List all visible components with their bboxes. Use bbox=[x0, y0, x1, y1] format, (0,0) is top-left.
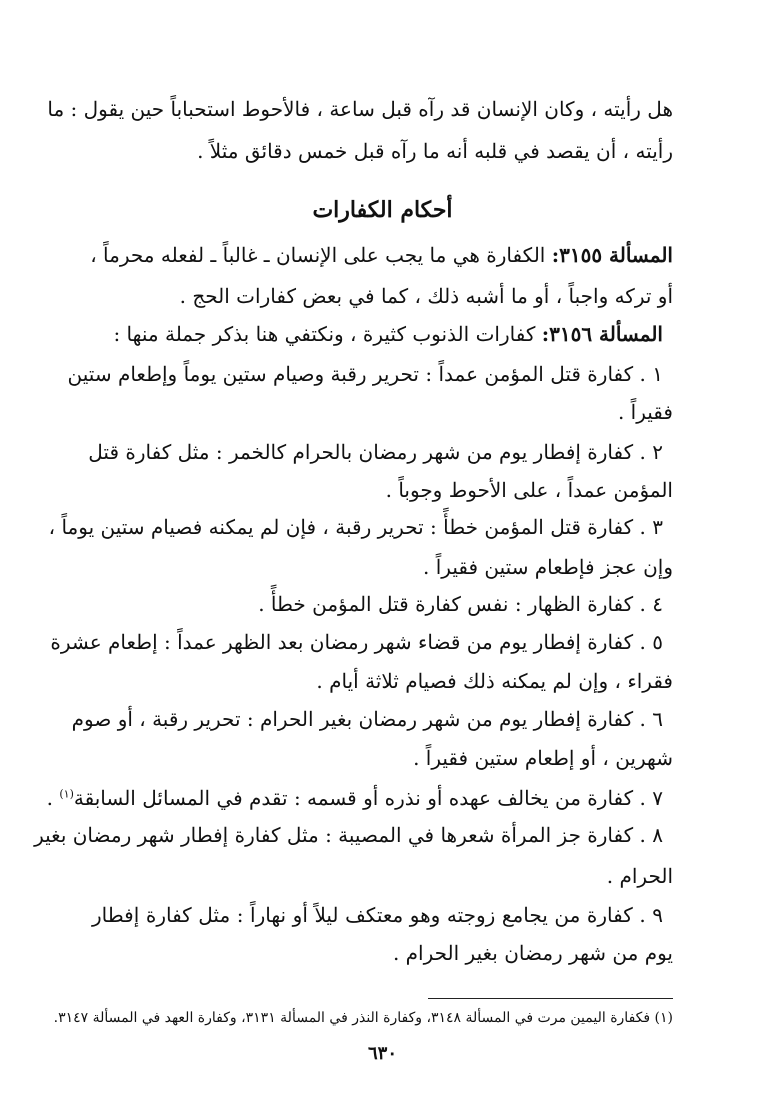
item-8-line-2: الحرام . bbox=[606, 864, 673, 888]
item-8-line-1: ٨ . كفارة جز المرأة شعرها في المصيبة : مثل كفارة إفطار شهر رمضان بغير bbox=[34, 823, 663, 847]
section-heading: أحكام الكفارات bbox=[312, 197, 453, 223]
item-7-end: . bbox=[46, 786, 60, 810]
item-1-line-2: فقيراً . bbox=[617, 400, 673, 424]
item-3-line-2: وإن عجز فإطعام ستين فقيراً . bbox=[423, 555, 673, 579]
m3156-line-1 bbox=[92, 322, 663, 346]
item-7-line-1 bbox=[46, 786, 663, 810]
issue-text: الكفارة هي ما يجب على الإنسان ـ غالباً ـ لفعله محرماً ، bbox=[90, 243, 552, 267]
page-number: ٦٣٠ bbox=[367, 1043, 397, 1064]
footnote-separator bbox=[428, 998, 673, 999]
item-5-line-1: ٥ . كفارة إفطار يوم من قضاء شهر رمضان بعد الظهر عمداً : إطعام عشرة bbox=[50, 630, 663, 654]
item-3-line-1: ٣ . كفارة قتل المؤمن خطأً : تحرير رقبة ، فإن لم يمكنه فصيام ستين يوماً ، bbox=[48, 515, 663, 539]
item-6-line-2: شهرين ، أو إطعام ستين فقيراً . bbox=[413, 746, 673, 770]
item-6-line-1: ٦ . كفارة إفطار يوم من شهر رمضان بغير الحرام : تحرير رقبة ، أو صوم bbox=[71, 707, 663, 731]
item-7-text: ٧ . كفارة من يخالف عهده أو نذره أو قسمه : تقدم في المسائل السابقة bbox=[73, 786, 663, 810]
footnote: (١) فكفارة اليمين مرت في المسألة ٣١٤٨، وكفارة النذر في المسألة ٣١٣١، وكفارة العهد في المسألة ٣١٤٧. bbox=[53, 1010, 673, 1026]
m3155-line-2: أو تركه واجباً ، أو ما أشبه ذلك ، كما في بعض كفارات الحج . bbox=[179, 284, 673, 308]
footnote-reference[interactable]: (١) bbox=[59, 787, 74, 801]
item-1-line-1: ١ . كفارة قتل المؤمن عمداً : تحرير رقبة وصيام ستين يوماً وإطعام ستين bbox=[67, 362, 663, 386]
intro-line-1: هل رأيته ، وكان الإنسان قد رآه قبل ساعة ، فالأحوط استحباباً حين يقول : ما bbox=[47, 97, 673, 121]
issue-label: المسألة ٣١٥٥: bbox=[551, 243, 673, 267]
issue-text: كفارات الذنوب كثيرة ، ونكتفي هنا بذكر جملة منها : bbox=[113, 322, 542, 346]
item-4-line-1: ٤ . كفارة الظهار : نفس كفارة قتل المؤمن خطأً . bbox=[258, 592, 663, 616]
item-2-line-2: المؤمن عمداً ، على الأحوط وجوباً . bbox=[385, 478, 673, 502]
m3155-line-1 bbox=[92, 243, 673, 267]
item-9-line-1: ٩ . كفارة من يجامع زوجته وهو معتكف ليلاً أو نهاراً : مثل كفارة إفطار bbox=[92, 903, 663, 927]
intro-line-2: رأيته ، أن يقصد في قلبه أنه ما رآه قبل خمس دقائق مثلاً . bbox=[197, 139, 673, 163]
item-5-line-2: فقراء ، وإن لم يمكنه ذلك فصيام ثلاثة أيام . bbox=[316, 669, 673, 693]
item-9-line-2: يوم من شهر رمضان بغير الحرام . bbox=[392, 941, 673, 965]
issue-label: المسألة ٣١٥٦: bbox=[541, 322, 663, 346]
item-2-line-1: ٢ . كفارة إفطار يوم من شهر رمضان بالحرام كالخمر : مثل كفارة قتل bbox=[88, 440, 663, 464]
